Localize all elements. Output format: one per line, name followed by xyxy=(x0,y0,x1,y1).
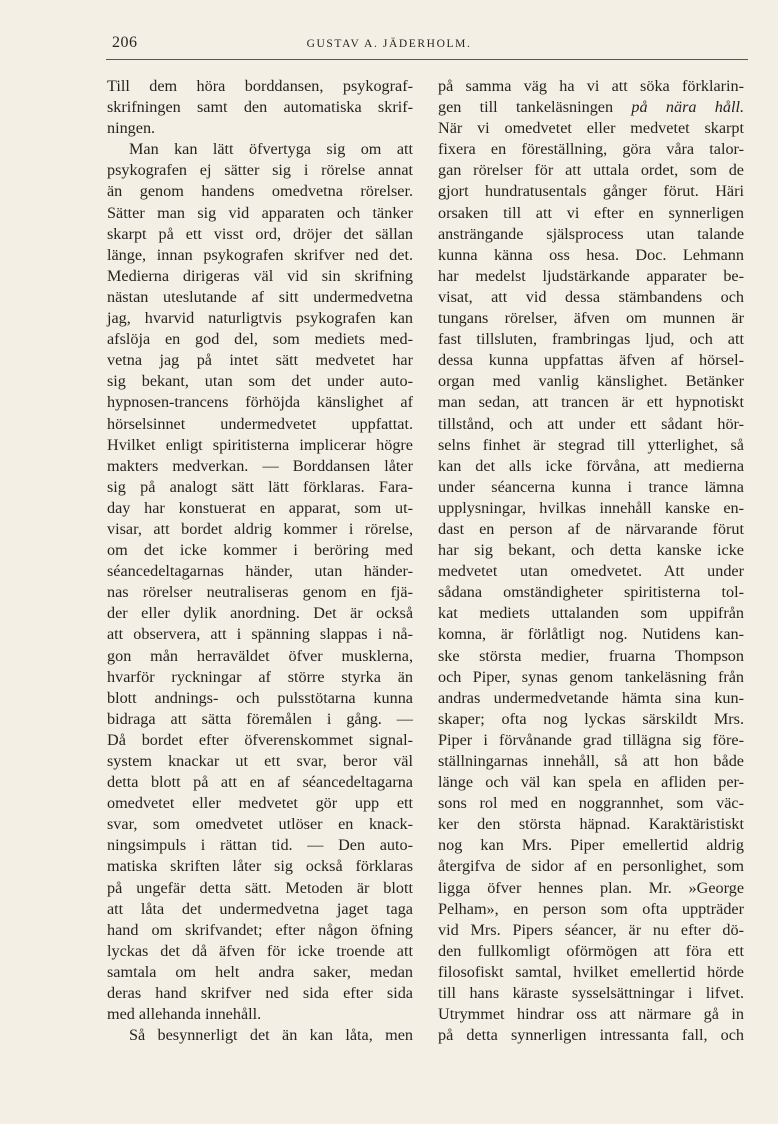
text-line: på ungefär detta sätt. Metoden är blott xyxy=(107,878,413,897)
text-line: afslöja en god del, som mediets med- xyxy=(107,330,413,349)
text-line: sons rol med en noggrannhet, som väc- xyxy=(438,794,744,813)
text-line: Pelham», en person som ofta uppträder xyxy=(438,899,744,918)
text-line: ningen. xyxy=(107,119,156,138)
text-line: visat, att vid dessa stämbandens och xyxy=(438,287,744,306)
text-line: länge och väl kan spela en afliden per- xyxy=(438,773,744,792)
text-line: matiska skriften låter sig också förklaras xyxy=(107,857,413,876)
text-line: orsaken till att vi efter en synnerligen xyxy=(438,203,744,222)
text-line: har sig bekant, och detta kanske icke xyxy=(438,541,744,560)
text-line: system knackar ut ett svar, beror väl xyxy=(107,752,413,770)
text-line: tillstånd, och att under ett sådant hör- xyxy=(438,414,744,433)
text-line: vetna jag på intet sätt medvetet har xyxy=(107,351,413,370)
text-line: dessa kunna uppfattas äfven af hörsel- xyxy=(438,351,744,370)
text-line: om det icke kommer i beröring med xyxy=(107,541,413,560)
text-line: med allehanda innehåll. xyxy=(107,1005,262,1024)
text-line: fixera en föreställning, göra våra talor- xyxy=(438,140,744,159)
text-line: ligga öfver hennes plan. Mr. »George xyxy=(438,878,744,897)
text-line: andras undermedvetande hämta sina kun- xyxy=(438,688,744,707)
text-line: gon mån herraväldet öfver musklerna, xyxy=(107,646,413,665)
text-line: den fullkomligt oförmögen att föra ett xyxy=(438,941,744,960)
text-line: ske största medier, fruarna Thompson xyxy=(438,646,744,665)
text-line: att observera, att i spänning slappas i nå- xyxy=(107,625,413,644)
text-line: séancedeltagarnas händer, utan händer- xyxy=(107,562,413,581)
text-line: kan det alls icke förvåna, att medierna xyxy=(438,456,744,475)
text-line: skarpt på ett visst ord, dröjer det sällan xyxy=(107,224,413,243)
text-line: länge, innan psykografen skrifver ned det. xyxy=(107,245,413,264)
text-line: hand om skrifvandet; efter någon öfning xyxy=(107,920,413,939)
text-line: återgifva de sidor af en personlighet, som xyxy=(438,857,744,876)
running-head: GUSTAV A. JÄDERHOLM. xyxy=(306,38,472,50)
text-line: nästan uteslutande af sitt undermedvetna xyxy=(107,287,413,306)
text-line: detta blott på att en af séancedeltagarna xyxy=(107,773,413,792)
text-line: ker den största häpnad. Karaktäristiskt xyxy=(438,815,744,834)
text-line: organ med vanlig känslighet. Betänker xyxy=(438,372,744,391)
text-line: på samma väg ha vi att söka förklarin- xyxy=(438,77,744,95)
text-line: day har konstuerat en apparat, som ut- xyxy=(107,498,413,517)
text-line: gjort hundratusentals gånger förut. Häri xyxy=(438,182,744,201)
text-line: visar, att bordet aldrig kommer i rörelse, xyxy=(107,519,413,538)
text-line: Så besynnerligt det än kan låta, men xyxy=(129,1026,413,1045)
text-line: svar, som omedvetet utlöser en knack- xyxy=(107,815,413,834)
text-line: har medelst ljudstärkande apparater be- xyxy=(438,266,744,285)
header-rule xyxy=(106,59,748,60)
text-line: komna, är förlåtligt nog. Nutidens kan- xyxy=(438,625,744,644)
text-line: sig på analogt sätt lätt förklaras. Fara- xyxy=(107,477,413,496)
text-line: nas rörelser neutraliseras genom en fjä- xyxy=(107,583,413,602)
text-line: hypnosen-trancens förhöjda känslighet af xyxy=(107,393,413,412)
text-line: Till dem höra borddansen, psykograf- xyxy=(107,77,413,95)
text-line: och Piper, synas genom tankeläsning från xyxy=(438,667,744,686)
text-line: Då bordet efter öfverenskommet signal- xyxy=(107,730,413,749)
italic-phrase: på nära håll. xyxy=(631,98,745,117)
text-line: sådana omständigheter spiritisterna tol- xyxy=(438,583,744,602)
text-line: på detta synnerligen intressanta fall, och xyxy=(438,1026,744,1045)
text-line: Utrymmet hindrar oss att närmare gå in xyxy=(438,1005,744,1024)
right-column xyxy=(438,76,744,1046)
text-line: psykografen ej sätter sig i rörelse annat xyxy=(107,161,413,180)
text-line: omedvetet eller medvetet gör upp ett xyxy=(107,794,413,813)
text-line: När vi omedvetet eller medvetet skarpt xyxy=(438,119,744,138)
text-line: Piper i förvånande grad tillägna sig före- xyxy=(438,730,744,749)
text-line: blott andnings- och pulsstötarna kunna xyxy=(107,688,413,707)
text-line: ningsimpuls i rättan tid. — Den auto- xyxy=(107,836,413,855)
text-line: Medierna dirigeras väl vid sin skrifning xyxy=(107,266,413,285)
text-line: kunna känna oss hesa. Doc. Lehmann xyxy=(438,245,744,264)
text-line: nog kan Mrs. Piper emellertid aldrig xyxy=(438,836,744,855)
text-line: gan rörelser för att uttala ordet, som de xyxy=(438,161,744,180)
page-number: 206 xyxy=(112,34,138,51)
text-line: hvarför ryckningar af större styrka än xyxy=(107,667,413,686)
text-line: ställningarnas innehåll, så att hon både xyxy=(438,752,744,770)
text-line: ansträngande själsprocess utan talande xyxy=(438,224,744,243)
text-line: deras hand skrifver ned sida efter sida xyxy=(107,984,413,1003)
text-line: under séancerna kunna i trance lämna xyxy=(438,477,744,496)
text-line: Hvilket enligt spiritisterna implicerar högre xyxy=(107,435,413,454)
text-fragment: gen till tankeläsningen xyxy=(438,98,614,117)
text-line: än genom handens omedvetna rörelser. xyxy=(107,182,413,201)
text-line: jag, hvarvid naturligtvis psykografen kan xyxy=(107,309,413,328)
text-line: kat mediets uttalanden som uppifrån xyxy=(438,604,744,623)
text-line: fast tillsluten, frambringas ljud, och att xyxy=(438,330,744,349)
text-line: selns finhet är stegrad till ytterlighet, så xyxy=(438,435,744,454)
text-line: tungans rörelser, äfven om munnen är xyxy=(438,309,744,328)
text-line: der eller dylik anordning. Det är också xyxy=(107,604,413,623)
text-line: bidraga att sätta föremålen i gång. — xyxy=(107,709,413,728)
text-line: vid Mrs. Pipers séancer, är nu efter dö- xyxy=(438,920,744,939)
text-line: medvetet utan omedvetet. Att under xyxy=(438,562,744,581)
text-line: Sätter man sig vid apparaten och tänker xyxy=(107,203,413,222)
text-line: hörselsinnet undermedvetet uppfattat. xyxy=(107,414,413,433)
text-line: makters medverkan. — Borddansen låter xyxy=(107,456,413,475)
text-line: upplysningar, hvilkas innehåll kanske en- xyxy=(438,498,744,517)
text-line: till hans käraste sysselsättningar i lifvet. xyxy=(438,984,744,1003)
text-line: skrifningen samt den automatiska skrif- xyxy=(107,98,413,117)
text-line: lyckas det då äfven för icke troende att xyxy=(107,941,413,960)
text-line: man sedan, att trancen är ett hypnotiskt xyxy=(438,393,744,412)
text-line: sig bekant, utan som det under auto- xyxy=(107,372,413,391)
text-line xyxy=(438,97,744,118)
text-line: att låta det undermedvetna jaget taga xyxy=(107,899,413,918)
left-column xyxy=(107,76,413,1046)
text-line: dast en person af de närvarande förut xyxy=(438,519,744,538)
text-line: filosofiskt samtal, hvilket emellertid hörde xyxy=(438,962,744,981)
text-line: Man kan lätt öfvertyga sig om att xyxy=(129,140,413,159)
text-line: samtala om helt andra saker, medan xyxy=(107,962,413,981)
text-line: skaper; ofta nog lyckas särskildt Mrs. xyxy=(438,709,744,728)
